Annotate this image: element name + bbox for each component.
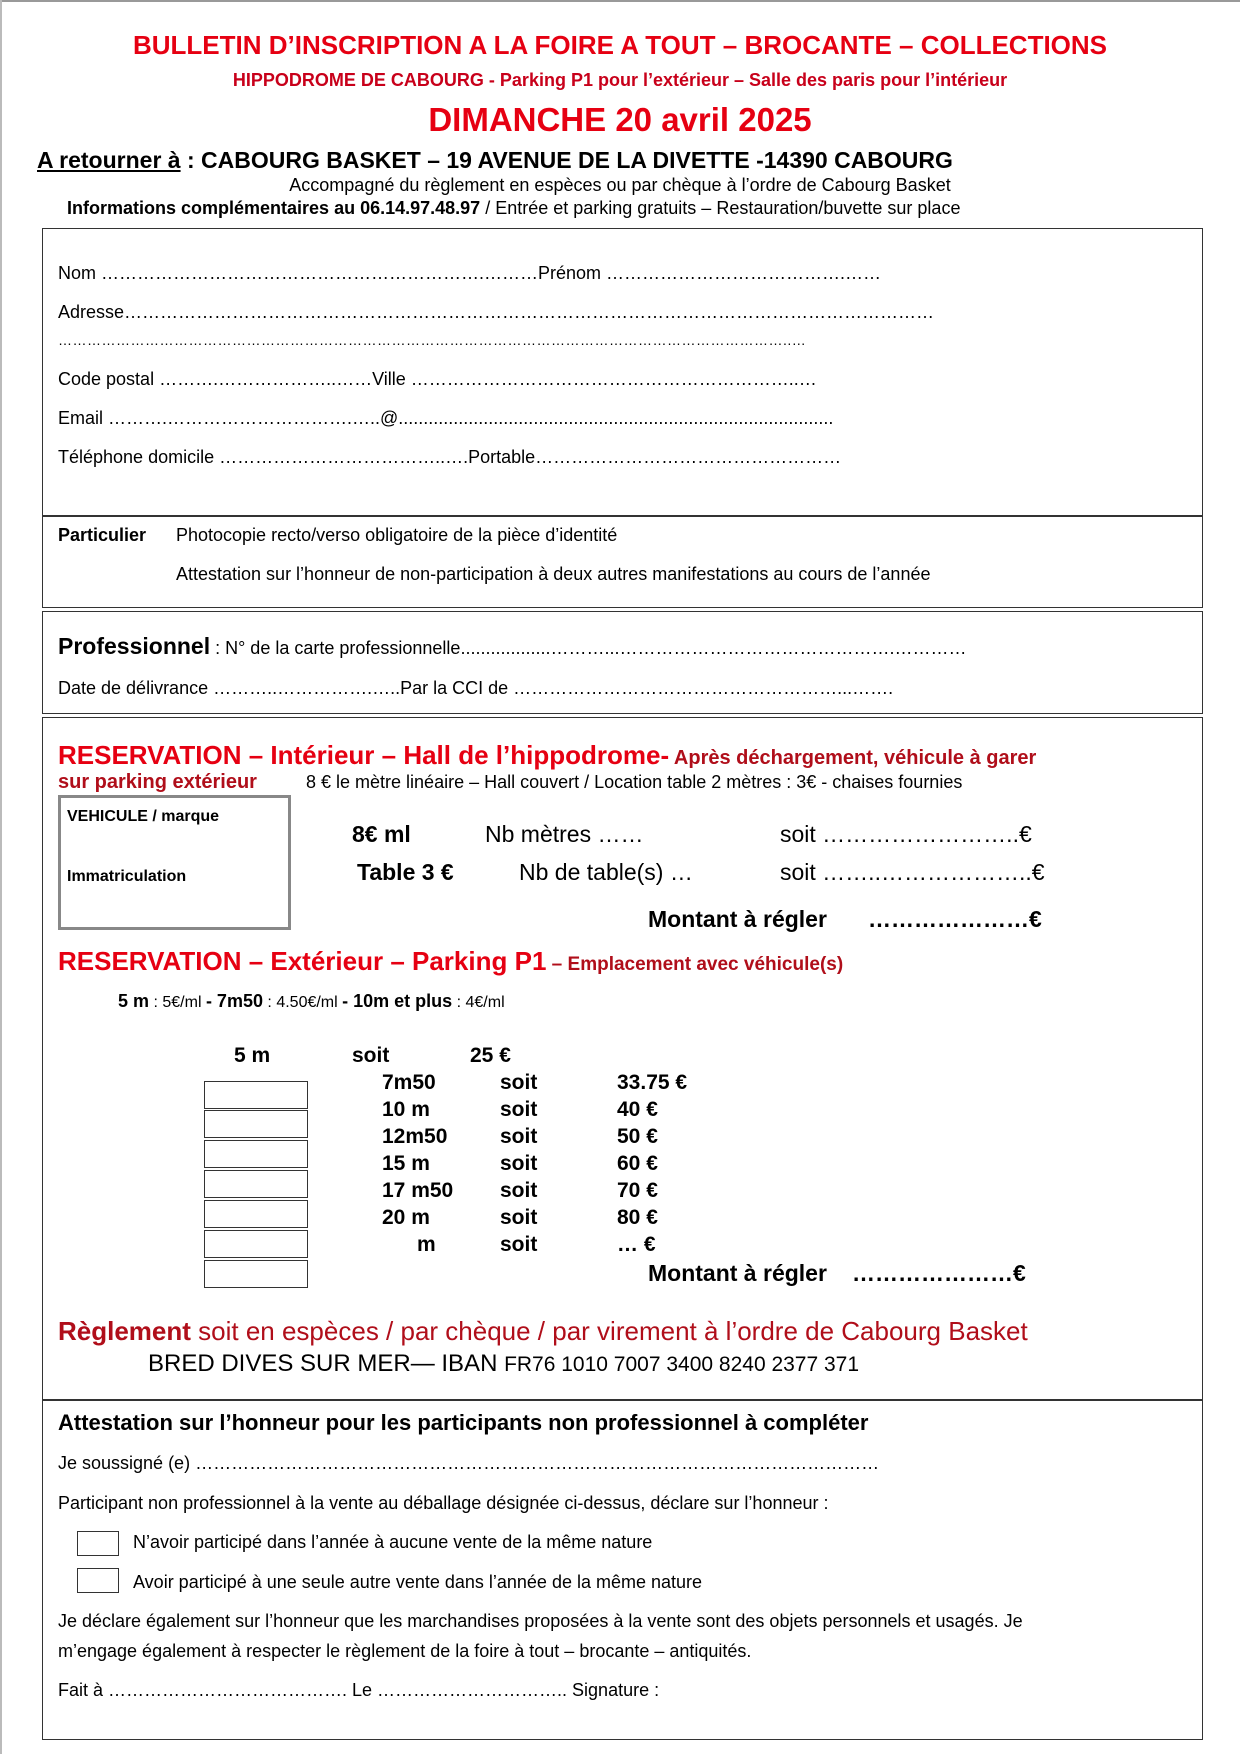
option-12m50-soit: soit [500,1125,538,1148]
attestation-title: Attestation sur l’honneur pour les participants non professionnel à compléter [58,1410,869,1435]
phone-field[interactable]: Téléphone domicile ………………………………..….Portable…………………………………………… [58,447,842,467]
checkbox-no-participation-label: N’avoir participé dans l’année à aucune vente de la même nature [133,1532,653,1552]
option-17m50-size: 17 m50 [382,1179,454,1202]
option-custom-soit: soit [500,1233,538,1256]
interieur-rate-meter: 8€ ml [352,821,411,847]
iban-value: FR76 1010 7007 3400 8240 2377 371 [504,1353,860,1376]
option-15m-price: 60 € [617,1152,658,1175]
particulier-requirement-2: Attestation sur l’honneur de non-participation à deux autres manifestations au cours de l’année [176,564,931,584]
payment-text: soit en espèces / par chèque / par virement à l’ordre de Cabourg Basket [190,1316,1028,1346]
interieur-note-continued: sur parking extérieur [58,771,257,793]
vehicle-brand-label: VEHICULE / marque [67,808,220,825]
option-5m-size: 5 m [234,1044,271,1067]
info-rest: / Entrée et parking gratuits – Restauration/buvette sur place [480,198,961,218]
option-7m50-size: 7m50 [382,1071,436,1094]
option-15m-size: 15 m [382,1152,430,1175]
exterieur-amount-label: Montant à régler [648,1260,827,1286]
address-line2-field[interactable]: ……………………………………………………………………………………………………………………………………..… [58,332,807,348]
event-date: DIMANCHE 20 avril 2025 [428,101,812,138]
form-title: BULLETIN D’INSCRIPTION A LA FOIRE A TOUT – BROCANTE – COLLECTIONS [132,30,1108,60]
page-top-border [0,0,1240,2]
option-10m-price: 40 € [617,1098,658,1121]
declaration-paragraph-line1: Je déclare également sur l’honneur que les marchandises proposées à la vente sont des objets personnels et usagés. Je [58,1611,1023,1631]
option-custom-price[interactable]: … € [617,1233,656,1256]
professionnel-label: Professionnel [58,633,211,659]
option-10m-soit: soit [500,1098,538,1121]
rate-5m-label: 5 m [118,991,150,1011]
option-5m-soit: soit [352,1044,390,1067]
option-checkbox-10m[interactable] [204,1140,308,1168]
option-custom-size[interactable]: m [417,1233,436,1256]
option-checkbox-7m50[interactable] [204,1110,308,1138]
declaration-paragraph-line2: m’engage également à respecter le règlement de la foire à tout – brocante – antiquités. [58,1641,752,1661]
interieur-amount-field[interactable]: …………………€ [868,906,1042,932]
interieur-nb-meters-field[interactable]: Nb mètres …… [485,821,644,847]
vehicle-registration-label: Immatriculation [67,868,187,885]
option-15m-soit: soit [500,1152,538,1175]
info-phone: Informations complémentaires au 06.14.97.48.97 [67,198,481,218]
rate-10m-label: - 10m et plus [342,991,453,1011]
professional-card-field[interactable] [58,633,966,660]
option-12m50-size: 12m50 [382,1125,448,1148]
postal-city-field[interactable]: Code postal ……….………………..……Ville ………………………………………………………..… [58,369,817,389]
name-field[interactable]: Nom ……………………………………………………….………Prénom ………………………………….…… [58,263,882,283]
option-10m-size: 10 m [382,1098,430,1121]
exterieur-amount-field[interactable]: …………………€ [852,1260,1026,1286]
particulier-requirement-1: Photocopie recto/verso obligatoire de la pièce d’identité [176,525,618,545]
option-checkbox-15m[interactable] [204,1200,308,1228]
return-address [37,147,953,174]
page-left-border [0,0,2,1754]
option-5m-price: 25 € [470,1044,511,1067]
signature-line[interactable]: Fait à …………………………………. Le ………………………….. Signature : [58,1680,660,1700]
undersigned-field[interactable]: Je soussigné (e) …………………………………………………………………………………………………… [58,1453,880,1473]
address-field[interactable]: Adresse……………………………………………………………………………………………………………………… [58,302,935,322]
option-20m-price: 80 € [617,1206,658,1229]
option-7m50-price: 33.75 € [617,1071,688,1094]
interieur-rate-table: Table 3 € [357,859,454,885]
declaration-intro: Participant non professionnel à la vente au déballage désignée ci-dessus, déclare sur l’honneur : [58,1493,829,1513]
exterieur-note: – Emplacement avec véhicule(s) [546,954,844,975]
venue-subtitle: HIPPODROME DE CABOURG - Parking P1 pour l’extérieur – Salle des paris pour l’intérieur [232,70,1008,90]
option-7m50-soit: soit [500,1071,538,1094]
return-address-text: : CABOURG BASKET – 19 AVENUE DE LA DIVETTE -14390 CABOURG [180,147,953,173]
card-number-text: : N° de la carte professionnelle..................………...……………………………………….………… [210,638,967,658]
interieur-tables-total-field[interactable]: soit ……..………………..€ [780,859,1045,885]
option-checkbox-5m[interactable] [204,1081,308,1109]
return-label: A retourner à [37,147,181,173]
option-17m50-soit: soit [500,1179,538,1202]
checkbox-no-participation[interactable] [77,1531,119,1556]
exterieur-rates [118,991,505,1012]
rate-5m-value: : 5€/ml [149,994,206,1011]
rate-7m50-label: - 7m50 [205,991,263,1011]
option-checkbox-12m50[interactable] [204,1170,308,1198]
interieur-title [58,740,1036,771]
exterieur-title [58,946,843,977]
bank-name: BRED DIVES SUR MER— IBAN [148,1350,505,1377]
exterieur-title-text: RESERVATION – Extérieur – Parking P1 [58,946,547,976]
option-checkbox-20m[interactable] [204,1260,308,1288]
particulier-label: Particulier [58,525,147,545]
option-20m-soit: soit [500,1206,538,1229]
interieur-pricing: 8 € le mètre linéaire – Hall couvert / Location table 2 mètres : 3€ - chaises fournies [306,772,963,792]
info-line [67,198,960,219]
payment-terms [58,1316,1028,1347]
option-checkbox-17m50[interactable] [204,1230,308,1258]
interieur-meters-total-field[interactable]: soit ……………………..€ [780,821,1032,847]
interieur-title-text: RESERVATION – Intérieur – Hall de l’hippodrome- [58,740,670,770]
option-17m50-price: 70 € [617,1179,658,1202]
delivery-date-field[interactable]: Date de délivrance ………..…………….…..Par la CCI de ………………………………………………...……. [58,678,894,698]
option-20m-size: 20 m [382,1206,430,1229]
interieur-amount-label: Montant à régler [648,906,827,932]
email-field[interactable]: Email ……….………………………….…..@....................................................................................... [58,408,834,428]
rate-7m50-value: : 4.50€/ml [262,994,343,1011]
option-12m50-price: 50 € [617,1125,658,1148]
interieur-note: Après déchargement, véhicule à garer [669,747,1037,769]
checkbox-one-participation[interactable] [77,1568,119,1593]
payment-note: Accompagné du règlement en espèces ou par chèque à l’ordre de Cabourg Basket [289,175,951,195]
payment-label: Règlement [58,1316,191,1346]
interieur-nb-tables-field[interactable]: Nb de table(s) … [519,859,693,885]
bank-details [148,1350,859,1378]
rate-10m-value: : 4€/ml [452,994,505,1011]
checkbox-one-participation-label: Avoir participé à une seule autre vente dans l’année de la même nature [133,1572,703,1592]
